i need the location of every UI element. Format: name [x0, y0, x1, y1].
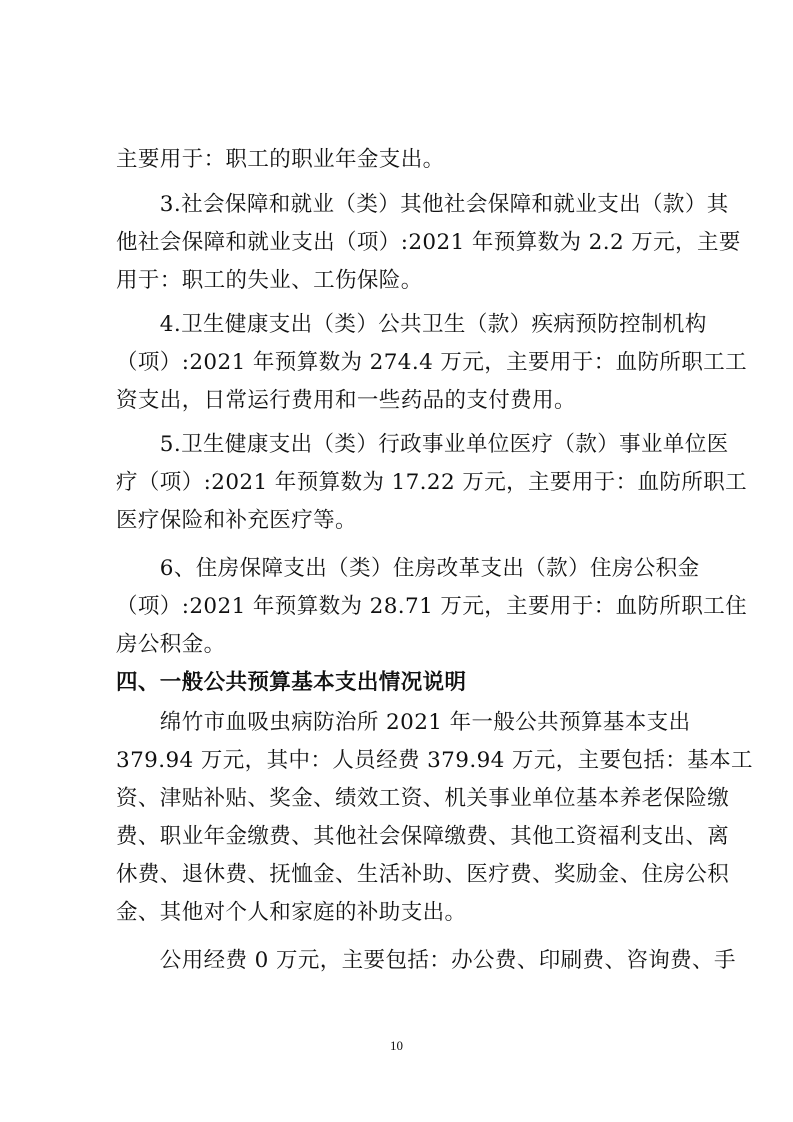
text-line: 3.社会保障和就业（类）其他社会保障和就业支出（款）其: [116, 192, 729, 217]
text-line: 5.卫生健康支出（类）行政事业单位医疗（款）事业单位医: [116, 432, 729, 457]
text-line: （项）:2021 年预算数为 274.4 万元，主要用于：血防所职工工: [116, 350, 748, 375]
section-heading: 四、一般公共预算基本支出情况说明: [116, 670, 467, 695]
text-line: 他社会保障和就业支出（项）:2021 年预算数为 2.2 万元，主要: [116, 230, 741, 255]
text-line: 金、其他对个人和家庭的补助支出。: [116, 900, 467, 925]
text-line: 房公积金。: [116, 632, 226, 657]
text-line: 主要用于：职工的职业年金支出。: [116, 147, 445, 172]
text-line: 医疗保险和补充医疗等。: [116, 508, 357, 533]
text-line: （项）:2021 年预算数为 28.71 万元，主要用于：血防所职工住: [116, 594, 748, 619]
text-line: 资、津贴补贴、奖金、绩效工资、机关事业单位基本养老保险缴: [116, 786, 730, 811]
text-line: 公用经费 0 万元，主要包括：办公费、印刷费、咨询费、手: [116, 948, 736, 973]
text-line: 费、职业年金缴费、其他社会保障缴费、其他工资福利支出、离: [116, 824, 730, 849]
text-line: 绵竹市血吸虫病防治所 2021 年一般公共预算基本支出: [116, 710, 691, 735]
page-number: 10: [390, 1038, 403, 1053]
text-line: 379.94 万元，其中：人员经费 379.94 万元，主要包括：基本工: [116, 748, 753, 773]
text-line: 4.卫生健康支出（类）公共卫生（款）疾病预防控制机构: [116, 312, 707, 337]
text-line: 资支出，日常运行费用和一些药品的支付费用。: [116, 388, 576, 413]
text-line: 疗（项）:2021 年预算数为 17.22 万元，主要用于：血防所职工: [116, 470, 748, 495]
text-line: 6、住房保障支出（类）住房改革支出（款）住房公积金: [116, 556, 700, 581]
text-line: 休费、退休费、抚恤金、生活补助、医疗费、奖励金、住房公积: [116, 862, 730, 887]
text-line: 用于：职工的失业、工伤保险。: [116, 268, 423, 293]
